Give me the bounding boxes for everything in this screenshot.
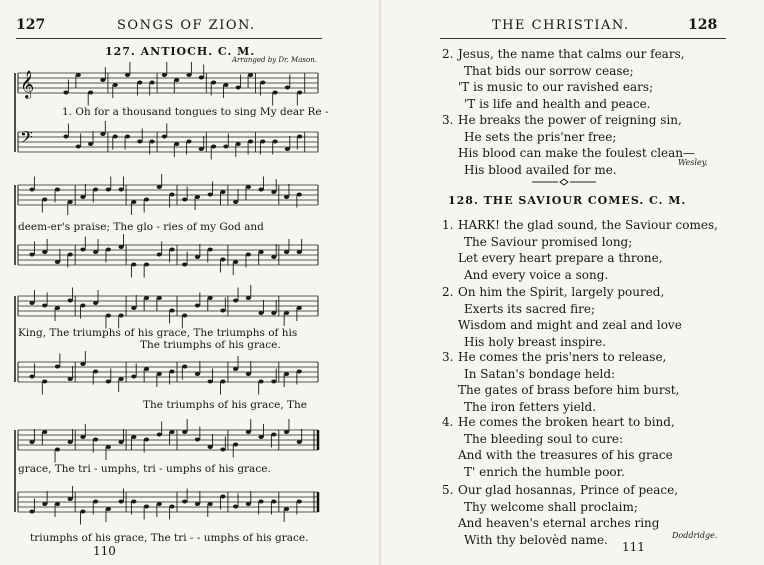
staff-notehead <box>284 250 289 254</box>
staff-notehead <box>195 502 200 506</box>
staff-notehead <box>246 296 251 300</box>
staff-notehead <box>137 81 142 85</box>
staff-notehead <box>169 430 174 434</box>
staff-notehead <box>88 142 93 146</box>
running-title: THE CHRISTIAN. <box>492 18 630 33</box>
staff-notehead <box>297 370 302 374</box>
staff-notehead <box>113 83 118 87</box>
staff-notehead <box>131 263 136 267</box>
staff-notehead <box>144 505 149 509</box>
staff-notehead <box>68 253 73 257</box>
staff-notehead <box>284 507 289 511</box>
staff-notehead <box>76 73 81 77</box>
staff-notehead <box>76 145 81 149</box>
staff-notehead <box>118 440 123 444</box>
arranger-credit: Arranged by Dr. Mason. <box>232 56 317 64</box>
staff-notehead <box>271 433 276 437</box>
staff-notehead <box>258 250 263 254</box>
author-credit: Wesley. <box>678 158 708 167</box>
staff-notehead <box>125 73 130 77</box>
staff-notehead <box>297 306 302 310</box>
staff-notehead <box>208 248 213 252</box>
lyric-line-7: triumphs of his grace, The tri - - umphs of his grace. <box>30 532 309 544</box>
staff-notehead <box>297 250 302 254</box>
staff-notehead <box>195 255 200 259</box>
staff-notehead <box>248 140 253 144</box>
staff-notehead <box>68 440 73 444</box>
staff-notehead <box>118 314 123 318</box>
staff-notehead <box>162 135 167 139</box>
staff-notehead <box>271 500 276 504</box>
lyric-line-6: grace, The tri - umphs, tri - umphs of his grace. <box>18 463 271 475</box>
staff-notehead <box>220 448 225 452</box>
staff-notehead <box>195 304 200 308</box>
staff-notehead <box>144 263 149 267</box>
staff-notehead <box>195 372 200 376</box>
staff-notehead <box>131 306 136 310</box>
staff-notehead <box>55 306 60 310</box>
staff-notehead <box>169 309 174 313</box>
staff-notehead <box>29 253 34 257</box>
staff-notehead <box>169 193 174 197</box>
staff-notehead <box>118 188 123 192</box>
staff-notehead <box>174 78 179 82</box>
staff-notehead <box>236 86 241 90</box>
staff-notehead <box>236 142 241 146</box>
staff-notehead <box>144 438 149 442</box>
staff-notehead <box>233 299 238 303</box>
staff-notehead <box>118 377 123 381</box>
staff-notehead <box>182 365 187 369</box>
staff-notehead <box>297 193 302 197</box>
staff-notehead <box>297 135 302 139</box>
staff-notehead <box>258 435 263 439</box>
staff-notehead <box>106 507 111 511</box>
staff-notehead <box>42 304 47 308</box>
staff-notehead <box>273 91 278 95</box>
staff-notehead <box>220 190 225 194</box>
staff-notehead <box>271 255 276 259</box>
staff-notehead <box>63 91 68 95</box>
staff-notehead <box>93 250 98 254</box>
staff-notehead <box>248 73 253 77</box>
hymn-heading: 128. THE SAVIOUR COMES. C. M. <box>448 194 687 207</box>
staff-notehead <box>106 314 111 318</box>
running-title: SONGS OF ZION. <box>117 18 256 33</box>
staff-notehead <box>80 510 85 514</box>
staff-notehead <box>208 296 213 300</box>
staff-notehead <box>246 430 251 434</box>
staff-notehead <box>93 188 98 192</box>
staff-notehead <box>137 140 142 144</box>
staff-notehead <box>100 78 105 82</box>
staff-notehead <box>93 438 98 442</box>
stanza-127-3: 3. He breaks the power of reigning sin, He sets the pris'ner free; His blood can make the foulest clean— His blood availed for me. <box>442 113 696 177</box>
staff-notehead <box>93 500 98 504</box>
staff-notehead <box>208 502 213 506</box>
ornament-divider <box>532 178 596 186</box>
staff-notehead <box>223 83 228 87</box>
staff-notehead <box>271 380 276 384</box>
staff-notehead <box>220 495 225 499</box>
tune-heading: 127. ANTIOCH. C. M. <box>105 45 256 58</box>
staff-notehead <box>271 311 276 315</box>
staff-notehead <box>125 135 130 139</box>
staff-notehead <box>258 311 263 315</box>
staff-notehead <box>144 198 149 202</box>
staff-notehead <box>29 510 34 514</box>
staff-notehead <box>42 380 47 384</box>
folio-number: 110 <box>93 544 116 558</box>
staff-notehead <box>42 250 47 254</box>
staff-notehead <box>284 195 289 199</box>
staff-notehead <box>157 253 162 257</box>
stanza-128-2: 2. On him the Spirit, largely poured, Exerts its sacred fire; Wisdom and might and zeal and love His holy breast inspire. <box>442 285 682 349</box>
staff-notehead <box>223 145 228 149</box>
staff-notehead <box>220 309 225 313</box>
lyric-line-4: The triumphs of his grace. <box>140 339 281 351</box>
staff-notehead <box>157 185 162 189</box>
staff-notehead <box>208 193 213 197</box>
staff-notehead <box>195 195 200 199</box>
bass-clef: 𝄢 <box>20 127 33 151</box>
staff-notehead <box>284 311 289 315</box>
staff-notehead <box>29 188 34 192</box>
staff-notehead <box>260 81 265 85</box>
staff-notehead <box>271 190 276 194</box>
staff-notehead <box>29 301 34 305</box>
staff-notehead <box>80 435 85 439</box>
header-rule <box>440 38 726 39</box>
staff-notehead <box>258 188 263 192</box>
staff-notehead <box>118 245 123 249</box>
page-number: 127 <box>16 17 46 33</box>
staff-notehead <box>199 147 204 151</box>
staff-notehead <box>42 502 47 506</box>
staff-notehead <box>144 367 149 371</box>
staff-notehead <box>258 500 263 504</box>
author-credit: Doddridge. <box>672 531 718 540</box>
staff-notehead <box>68 497 73 501</box>
staff-notehead <box>182 314 187 318</box>
staff-notehead <box>144 296 149 300</box>
staff-notehead <box>63 135 68 139</box>
staff-notehead <box>284 372 289 376</box>
staff-notehead <box>182 500 187 504</box>
staff-notehead <box>162 73 167 77</box>
staff-notehead <box>106 445 111 449</box>
staff-notehead <box>169 505 174 509</box>
staff-notehead <box>273 140 278 144</box>
staff-notehead <box>285 147 290 151</box>
staff-notehead <box>80 195 85 199</box>
staff-notehead <box>182 198 187 202</box>
staff-notehead <box>68 200 73 204</box>
staff-notehead <box>106 380 111 384</box>
staff-notehead <box>93 301 98 305</box>
staff-notehead <box>260 140 265 144</box>
staff-notehead <box>297 500 302 504</box>
staff-notehead <box>150 81 155 85</box>
lyric-line-5: The triumphs of his grace, The <box>143 399 307 411</box>
staff-notehead <box>246 185 251 189</box>
staff-notehead <box>55 188 60 192</box>
staff-notehead <box>131 435 136 439</box>
right-page <box>382 0 764 565</box>
staff-notehead <box>258 380 263 384</box>
staff-notehead <box>29 440 34 444</box>
stanza-128-1: 1. HARK! the glad sound, the Saviour comes, The Saviour promised long; Let every heart prepare a throne, And every voice a song. <box>442 218 718 282</box>
staff-notehead <box>233 443 238 447</box>
staff-notehead <box>80 304 85 308</box>
staff-notehead <box>285 86 290 90</box>
stanza-128-3: 3. He comes the pris'ners to release, In Satan's bondage held: The gates of brass before him burst, The iron fetters yield. <box>442 350 680 414</box>
staff-notehead <box>208 445 213 449</box>
lyric-line-1: 1. Oh for a thousand tongues to sing My dear Re - <box>62 106 329 118</box>
staff-notehead <box>131 500 136 504</box>
staff-notehead <box>29 375 34 379</box>
staff-notehead <box>246 253 251 257</box>
treble-clef: 𝄞 <box>20 70 35 98</box>
staff-notehead <box>297 91 302 95</box>
staff-notehead <box>55 448 60 452</box>
lyric-line-2: deem-er's praise; The glo - ries of my God and <box>18 221 264 233</box>
staff-notehead <box>169 248 174 252</box>
staff-notehead <box>106 188 111 192</box>
staff-notehead <box>55 260 60 264</box>
staff-notehead <box>131 375 136 379</box>
staff-notehead <box>211 81 216 85</box>
staff-notehead <box>157 372 162 376</box>
staff-notehead <box>284 430 289 434</box>
staff-notehead <box>113 135 118 139</box>
staff-notehead <box>88 91 93 95</box>
staff-notehead <box>199 76 204 80</box>
staff-notehead <box>68 299 73 303</box>
staff-notehead <box>220 258 225 262</box>
staff-notehead <box>169 370 174 374</box>
stanza-128-4: 4. He comes the broken heart to bind, The bleeding soul to cure: And with the treasures of his grace T' enrich the humble poor. <box>442 415 675 479</box>
staff-notehead <box>80 248 85 252</box>
staff-notehead <box>246 372 251 376</box>
staff-notehead <box>55 365 60 369</box>
staff-notehead <box>118 500 123 504</box>
staff-notehead <box>233 260 238 264</box>
staff-notehead <box>233 200 238 204</box>
staff-notehead <box>208 380 213 384</box>
staff-notehead <box>186 140 191 144</box>
lyric-line-3: King, The triumphs of his grace, The triumphs of his <box>18 327 298 339</box>
staff-notehead <box>233 367 238 371</box>
staff-notehead <box>182 430 187 434</box>
staff-notehead <box>157 433 162 437</box>
staff-notehead <box>174 142 179 146</box>
stanza-128-5: 5. Our glad hosannas, Prince of peace, Thy welcome shall proclaim; And heaven's eternal arches ring With thy belovèd name. <box>442 483 679 547</box>
staff-notehead <box>233 505 238 509</box>
staff-notehead <box>150 140 155 144</box>
staff-notehead <box>157 296 162 300</box>
folio-number: 111 <box>622 540 645 554</box>
staff-notehead <box>93 370 98 374</box>
staff-notehead <box>186 73 191 77</box>
staff-notehead <box>106 248 111 252</box>
staff-notehead <box>131 200 136 204</box>
staff-notehead <box>246 502 251 506</box>
page-number: 128 <box>688 17 718 33</box>
staff-notehead <box>100 132 105 136</box>
staff-notehead <box>211 145 216 149</box>
staff-notehead <box>220 380 225 384</box>
staff-notehead <box>80 362 85 366</box>
staff-notehead <box>68 377 73 381</box>
staff-notehead <box>297 440 302 444</box>
stanza-127-2: 2. Jesus, the name that calms our fears, That bids our sorrow cease; 'T is music to our ravished ears; 'T is life and health and peace. <box>442 47 685 111</box>
staff-notehead <box>42 198 47 202</box>
staff-notehead <box>195 438 200 442</box>
staff-notehead <box>157 502 162 506</box>
staff-notehead <box>182 263 187 267</box>
staff-notehead <box>42 430 47 434</box>
staff-notehead <box>55 502 60 506</box>
